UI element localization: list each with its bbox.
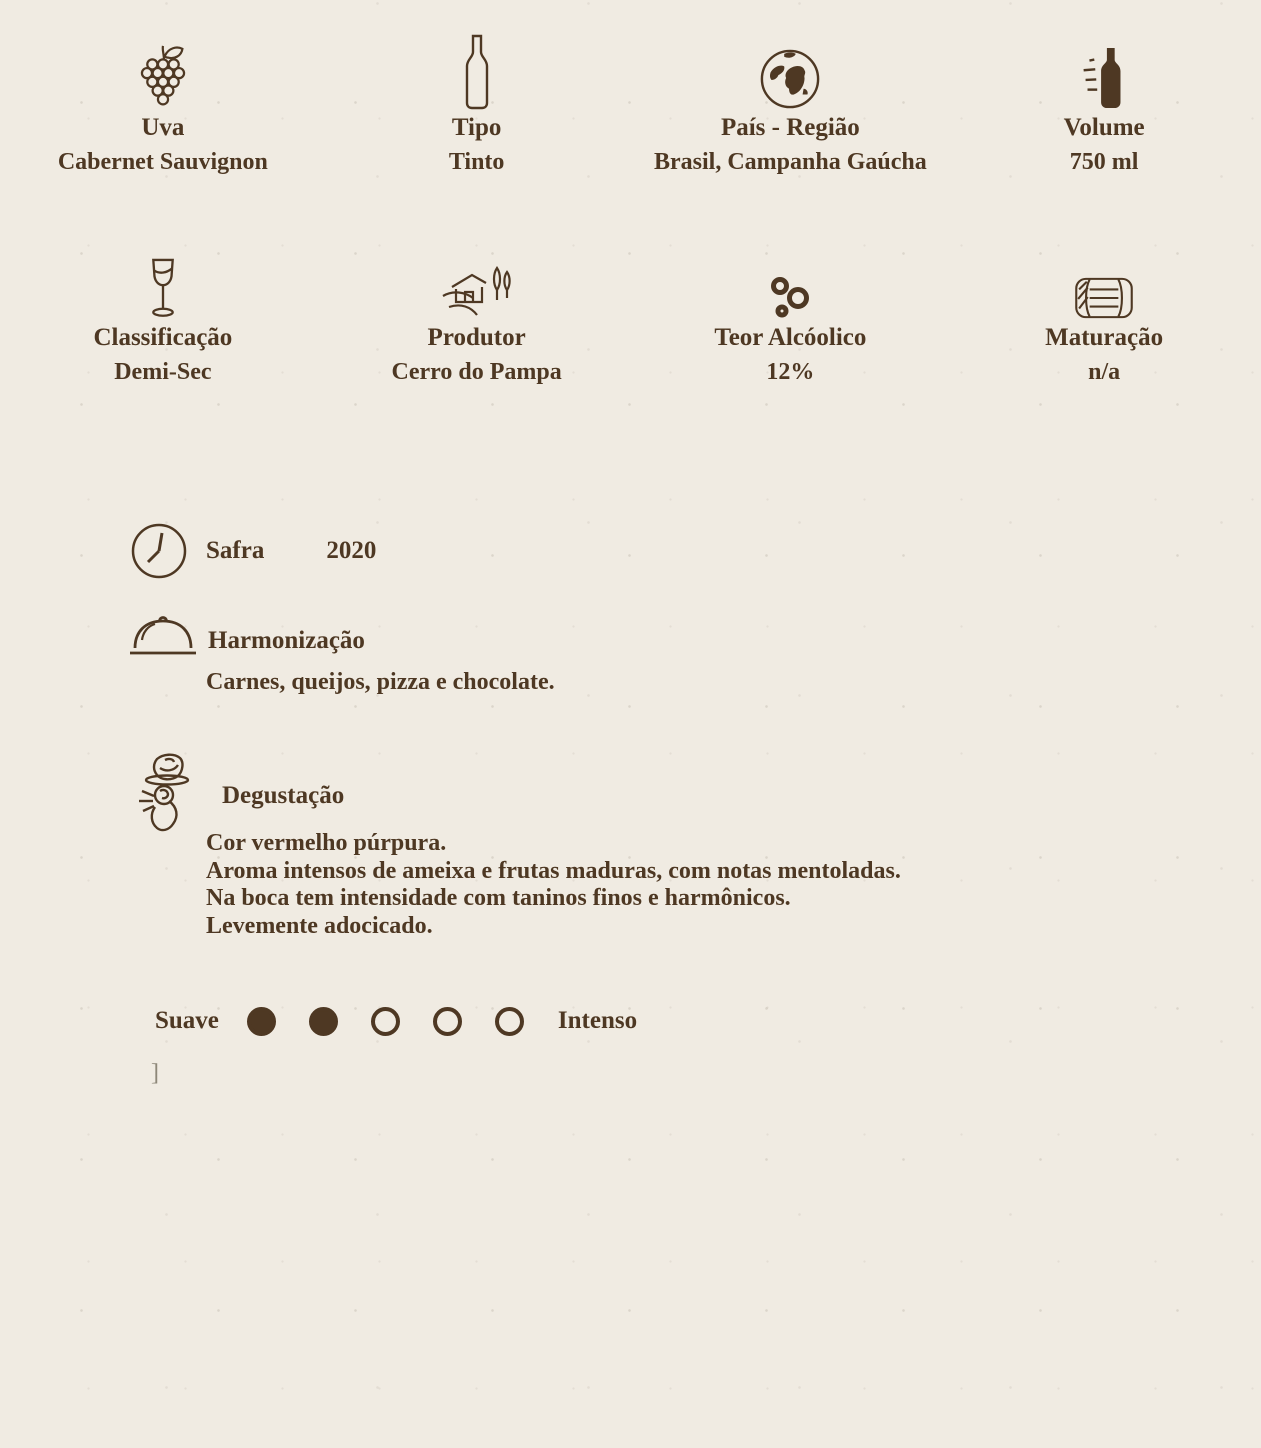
degustacao-line: Na boca tem intensidade com taninos finos e harmônicos. <box>206 885 791 911</box>
attr-value: Cabernet Sauvignon <box>57 149 268 175</box>
attributes-grid-top <box>6 30 1261 176</box>
attr-cell-produtor <box>320 256 634 386</box>
attr-label: Maturação <box>1045 324 1164 351</box>
harmonizacao-section <box>128 612 555 696</box>
attr-label: Volume <box>1063 114 1145 141</box>
degustacao-title: Degustação <box>222 782 345 809</box>
attr-cell-pais-regiao <box>634 30 948 176</box>
attr-cell-classificacao <box>6 256 320 386</box>
intensity-dots <box>247 1007 524 1036</box>
intensity-dot <box>495 1007 524 1036</box>
safra-row <box>130 522 376 580</box>
attr-value: Demi-Sec <box>114 359 212 385</box>
intensity-scale <box>155 1003 637 1039</box>
attr-cell-teor-alcoolico <box>634 256 948 386</box>
cloche-icon <box>128 612 198 656</box>
attr-cell-maturacao <box>947 256 1261 386</box>
attr-value: Tinto <box>448 149 505 175</box>
barrel-icon <box>1074 256 1134 320</box>
attr-label: País - Região <box>720 114 860 141</box>
tasting-hand-icon <box>120 752 208 840</box>
degustacao-line: Cor vermelho púrpura. <box>206 830 447 856</box>
intensity-dot <box>371 1007 400 1036</box>
attr-cell-tipo <box>320 30 634 176</box>
farm-icon <box>441 256 513 320</box>
stray-bracket-artifact: ] <box>151 1060 159 1086</box>
intensity-dot <box>247 1007 276 1036</box>
attr-value: n/a <box>1088 359 1121 385</box>
attr-label: Produtor <box>427 324 526 351</box>
attr-label: Tipo <box>451 114 502 141</box>
intensity-dot <box>309 1007 338 1036</box>
attr-value: 12% <box>766 359 815 385</box>
wine-bottle-icon <box>462 30 492 110</box>
degustacao-line: Aroma intensos de ameixa e frutas maduras, com notas mentoladas. <box>206 857 901 884</box>
wine-glass-icon <box>141 256 185 320</box>
attr-label: Uva <box>141 114 185 141</box>
harmonizacao-title: Harmonização <box>208 627 365 654</box>
safra-value: 2020 <box>326 537 377 564</box>
harmonizacao-header <box>128 612 555 656</box>
degustacao-body <box>206 830 1026 940</box>
attr-cell-uva <box>6 30 320 176</box>
grapes-icon <box>135 30 191 110</box>
attr-value: Cerro do Pampa <box>391 359 562 385</box>
attr-label: Classificação <box>93 324 233 351</box>
bubbles-icon <box>769 256 811 320</box>
attr-value: Brasil, Campanha Gaúcha <box>654 149 927 175</box>
intensity-left-label: Suave <box>155 1007 219 1034</box>
attr-cell-volume <box>947 30 1261 176</box>
intensity-dot <box>433 1007 462 1036</box>
degustacao-line: Levemente adocicado. <box>206 912 433 939</box>
intensity-right-label: Intenso <box>557 1007 638 1034</box>
harmonizacao-body: Carnes, queijos, pizza e chocolate. <box>206 669 555 695</box>
clock-icon <box>130 522 188 580</box>
degustacao-header <box>120 752 1026 840</box>
bottle-volume-icon <box>1081 30 1127 110</box>
globe-icon <box>759 30 821 110</box>
attr-value: 750 ml <box>1069 149 1139 175</box>
degustacao-section <box>120 752 1026 940</box>
attr-label: Teor Alcóolico <box>714 324 867 351</box>
safra-label: Safra <box>206 537 265 564</box>
attributes-grid-bottom <box>6 256 1261 386</box>
